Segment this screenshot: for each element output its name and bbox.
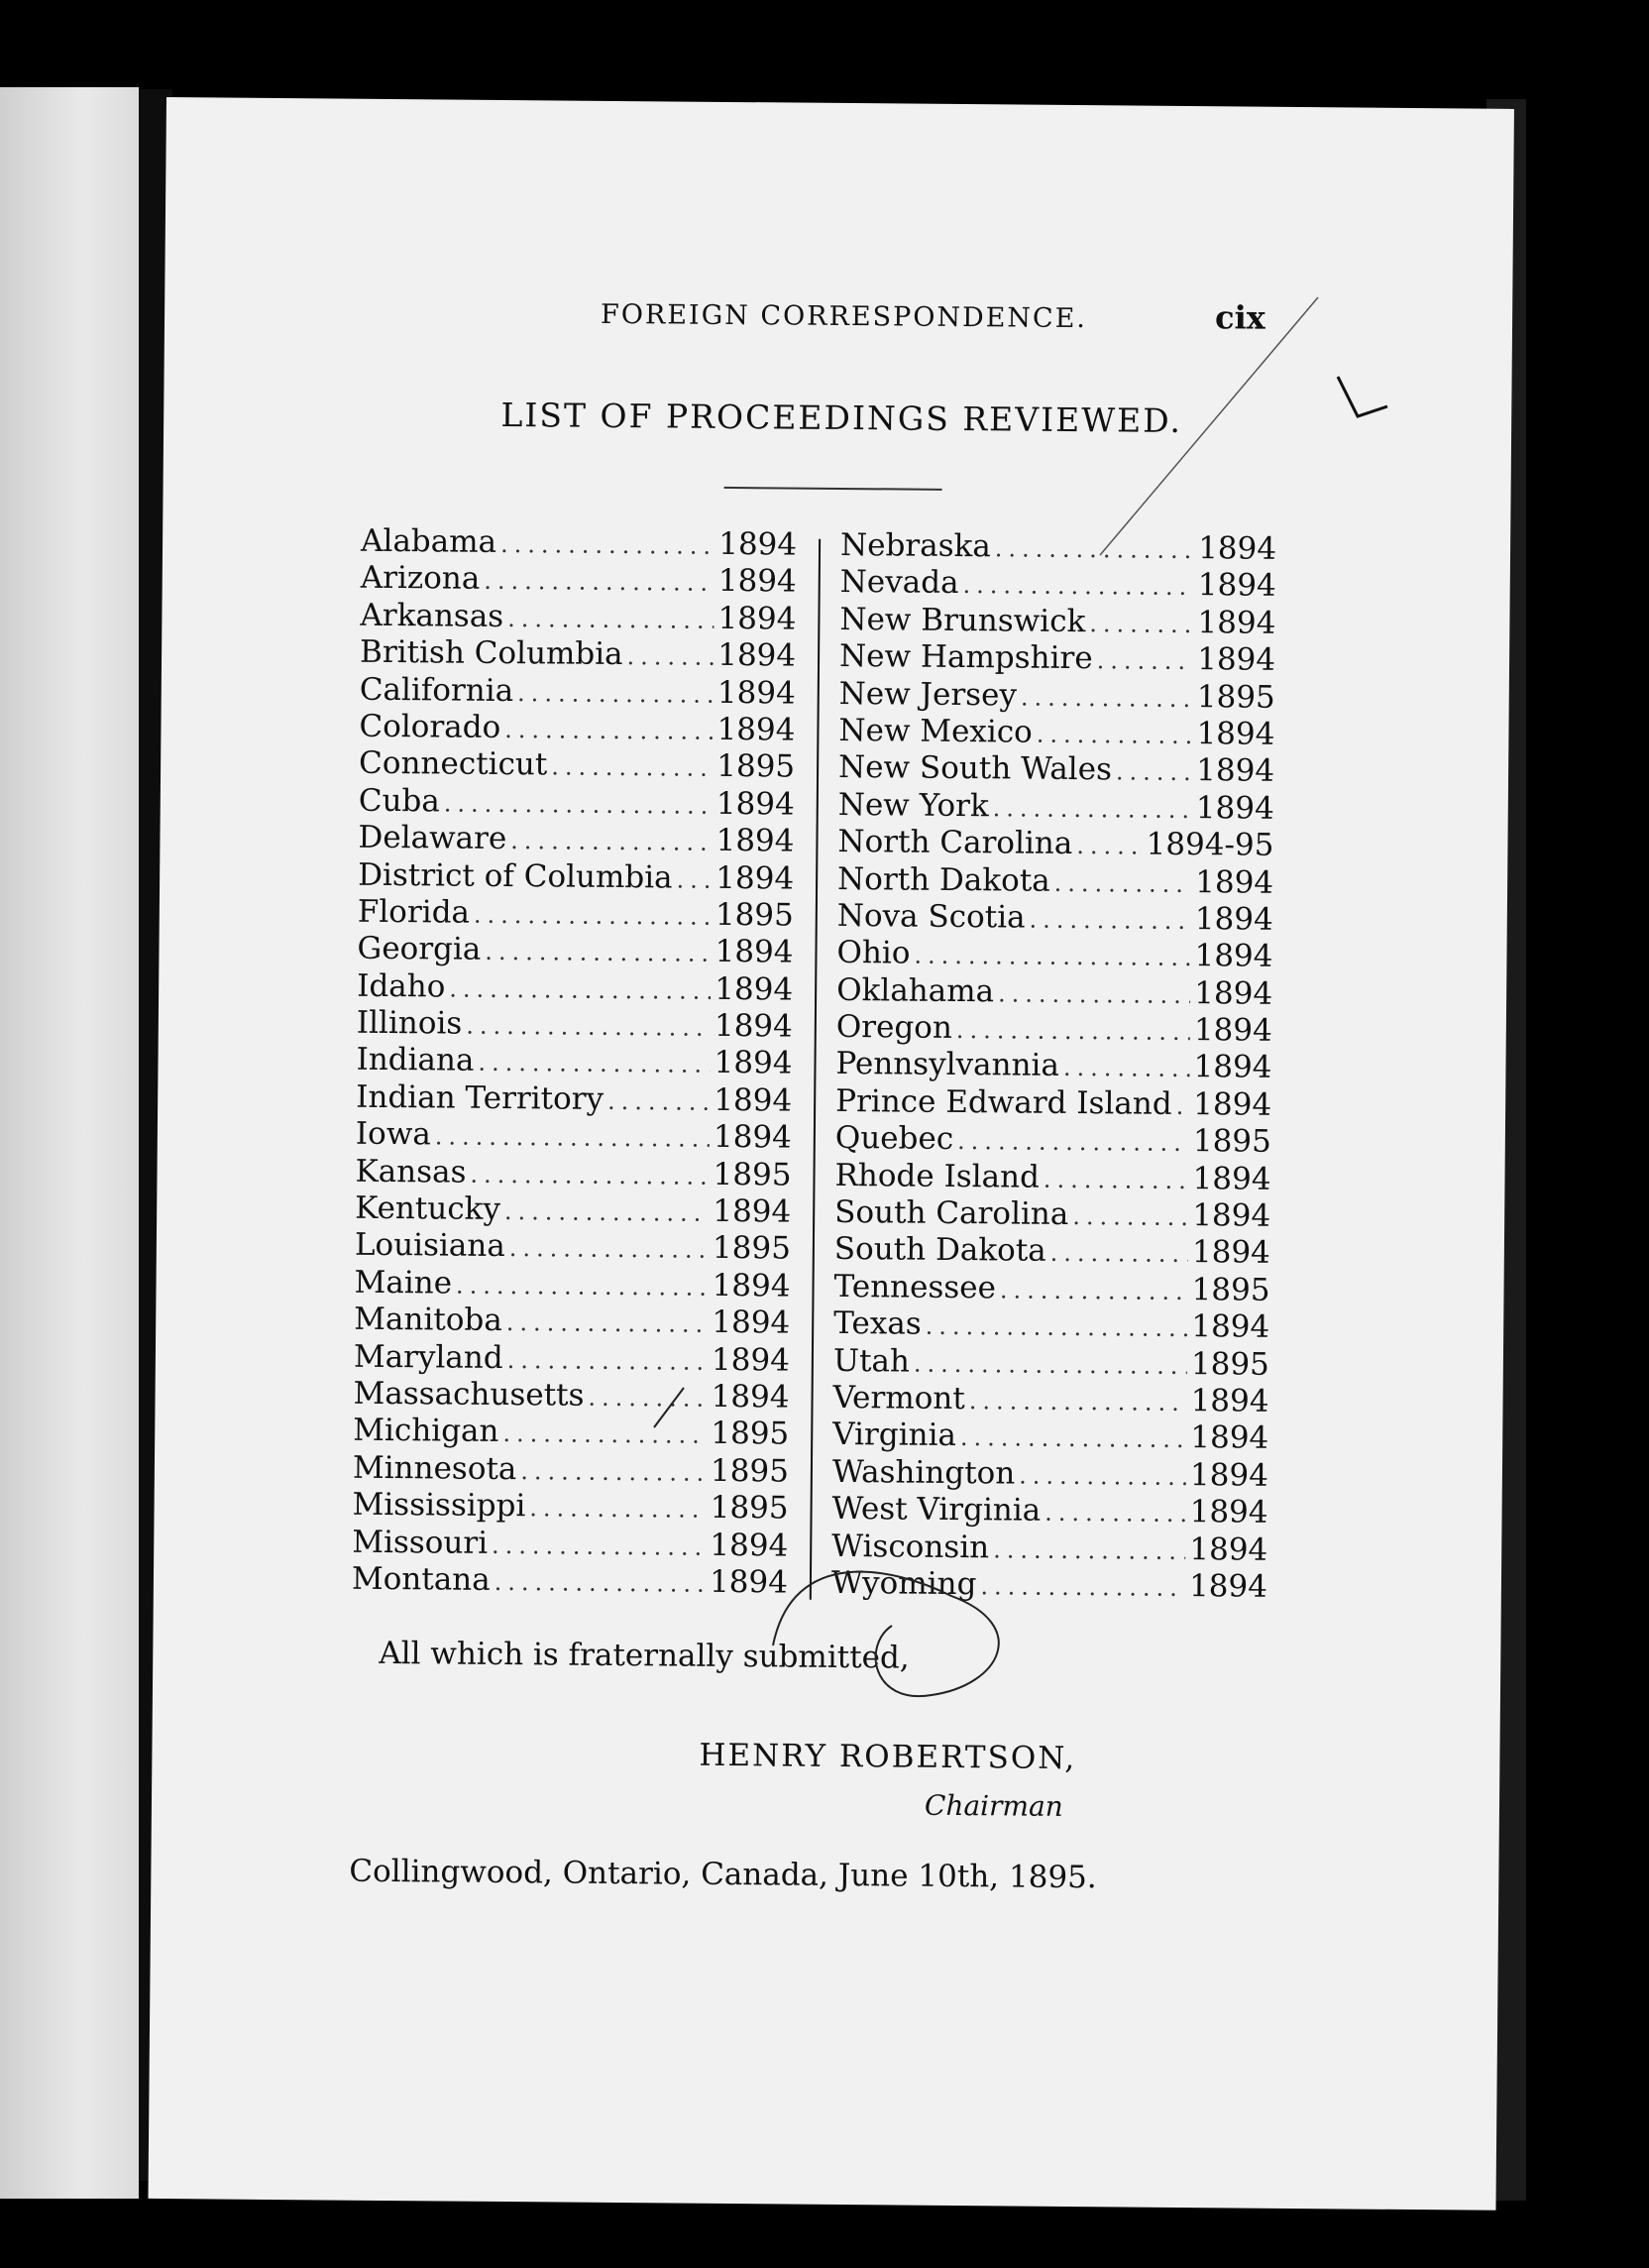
jurisdiction-name: Idaho	[357, 967, 446, 1005]
jurisdiction-name: Washington	[831, 1453, 1016, 1492]
title-rule	[724, 487, 942, 491]
signer-role: Chairman	[924, 1788, 1063, 1823]
jurisdiction-name: Montana	[351, 1560, 491, 1598]
jurisdiction-name: New Brunswick	[839, 601, 1086, 639]
proceedings-year: 1894	[717, 563, 797, 600]
proceedings-year: 1894	[1195, 789, 1274, 827]
dot-leader	[495, 1564, 707, 1603]
jurisdiction-name: Georgia	[357, 931, 482, 968]
dot-leader	[1019, 1457, 1186, 1496]
proceedings-year: 1894	[1193, 1085, 1272, 1123]
jurisdiction-name: Illinois	[356, 1004, 463, 1042]
list-item	[836, 935, 1272, 975]
dot-leader	[435, 1119, 710, 1159]
place-date: Collingwood, Ontario, Canada, June 10th, 1895.	[349, 1853, 1097, 1896]
running-title: FOREIGN CORRESPONDENCE.	[600, 298, 1088, 335]
list-item	[356, 1042, 792, 1082]
list-item	[359, 782, 795, 823]
dot-leader	[960, 1419, 1187, 1458]
dot-leader	[485, 934, 712, 972]
list-item	[831, 1565, 1267, 1606]
dot-leader	[914, 938, 1190, 977]
proceedings-year: 1894	[1192, 1197, 1271, 1234]
dot-leader	[1054, 864, 1192, 903]
dot-leader	[478, 1045, 711, 1083]
jurisdiction-name: North Dakota	[836, 860, 1050, 899]
list-item	[359, 709, 795, 749]
jurisdiction-name: Colorado	[359, 708, 501, 745]
right-column	[831, 527, 1276, 1606]
proceedings-year: 1894	[715, 970, 794, 1008]
dot-leader	[1072, 1198, 1188, 1236]
dot-leader	[980, 1568, 1185, 1607]
list-item	[359, 745, 795, 786]
dot-leader	[1044, 1495, 1186, 1533]
jurisdiction-name: Connecticut	[358, 745, 548, 783]
jurisdiction-name: District of Columbia	[358, 856, 673, 896]
jurisdiction-name: Ohio	[836, 935, 911, 971]
list-item	[360, 671, 796, 712]
left-column	[352, 523, 797, 1602]
jurisdiction-name: Maryland	[353, 1338, 503, 1376]
jurisdiction-name: Tennessee	[833, 1268, 997, 1306]
proceedings-year: 1894	[1191, 1308, 1270, 1345]
proceedings-year: 1895	[1191, 1271, 1270, 1308]
running-head	[600, 298, 1453, 337]
list-item	[836, 1009, 1272, 1050]
jurisdiction-name: Nevada	[839, 564, 959, 602]
dot-leader	[1021, 679, 1193, 718]
dot-leader	[502, 1416, 707, 1454]
proceedings-year: 1894	[1190, 1383, 1269, 1419]
dot-leader	[510, 823, 713, 861]
dot-leader	[962, 567, 1194, 606]
proceedings-year: 1895	[716, 748, 796, 785]
dot-leader	[1044, 1161, 1189, 1199]
dot-leader	[969, 1383, 1187, 1421]
list-item	[834, 1158, 1270, 1198]
jurisdiction-name: Pennsylvannia	[835, 1046, 1060, 1084]
dot-leader	[1175, 1088, 1189, 1126]
proceedings-year: 1895	[710, 1452, 790, 1490]
list-item	[839, 638, 1275, 679]
list-item	[354, 1265, 790, 1305]
jurisdiction-name: Indiana	[356, 1042, 475, 1079]
list-item	[353, 1376, 789, 1417]
jurisdiction-name: Massachusetts	[353, 1375, 585, 1414]
dot-leader	[1029, 902, 1191, 941]
proceedings-year: 1894	[1194, 974, 1273, 1012]
jurisdiction-name: Kansas	[355, 1153, 467, 1191]
list-title: LIST OF PROCEEDINGS REVIEWED.	[500, 395, 1183, 440]
jurisdiction-name: New Hampshire	[838, 638, 1093, 677]
list-item	[358, 856, 794, 897]
jurisdiction-name: North Carolina	[837, 824, 1073, 862]
jurisdiction-name: West Virginia	[831, 1491, 1042, 1529]
proceedings-year: 1894	[713, 1119, 793, 1156]
dot-leader	[492, 1527, 707, 1565]
list-item	[840, 564, 1276, 605]
list-item	[834, 1231, 1270, 1272]
proceedings-year: 1894	[711, 1341, 791, 1379]
proceedings-year: 1894	[1188, 1568, 1268, 1605]
jurisdiction-name: Minnesota	[352, 1449, 517, 1487]
list-item	[839, 676, 1275, 717]
proceedings-year: 1894	[710, 1527, 789, 1564]
dot-leader	[520, 1453, 707, 1492]
list-item	[837, 860, 1273, 901]
proceedings-year: 1894	[1197, 604, 1276, 641]
jurisdiction-name: Nova Scotia	[836, 897, 1026, 936]
jurisdiction-name: Wisconsin	[831, 1528, 990, 1565]
list-item	[838, 713, 1274, 753]
dot-leader	[506, 1342, 708, 1381]
proceedings-year: 1895	[715, 896, 794, 934]
proceedings-year: 1894	[1197, 567, 1276, 605]
list-item	[358, 820, 794, 860]
proceedings-year: 1894	[709, 1563, 789, 1601]
jurisdiction-name: Wyoming	[830, 1564, 977, 1603]
list-item	[360, 634, 796, 675]
proceedings-year: 1894	[718, 525, 798, 563]
proceedings-year: 1894	[1189, 1494, 1268, 1531]
jurisdiction-name: California	[359, 671, 514, 709]
proceedings-year: 1894	[715, 859, 795, 897]
proceedings-year: 1895	[710, 1489, 789, 1527]
dot-leader	[551, 749, 713, 788]
list-item	[355, 1227, 791, 1268]
jurisdiction-name: Missouri	[352, 1524, 489, 1561]
proceedings-year: 1895	[1196, 678, 1275, 716]
proceedings-year: 1894	[714, 1045, 793, 1082]
proceedings-year: 1894	[715, 785, 795, 823]
jurisdiction-name: Maine	[354, 1264, 453, 1302]
jurisdiction-name: Quebec	[834, 1120, 954, 1158]
column-divider	[810, 539, 821, 1600]
list-item	[354, 1338, 790, 1379]
dot-leader	[507, 601, 715, 639]
list-item	[839, 602, 1275, 642]
list-item	[837, 898, 1273, 939]
list-item	[356, 1079, 792, 1120]
proceedings-year: 1894	[712, 1267, 791, 1304]
jurisdiction-name: Utah	[832, 1342, 911, 1380]
jurisdiction-name: New South Wales	[837, 749, 1113, 788]
list-item	[358, 894, 794, 935]
jurisdiction-name: Iowa	[355, 1115, 431, 1153]
proceedings-year: 1894	[1189, 1531, 1268, 1568]
proceedings-year: 1895	[712, 1230, 792, 1267]
proceedings-year: 1894	[1196, 752, 1275, 790]
dot-leader	[504, 1193, 710, 1232]
signer-name: HENRY ROBERTSON,	[699, 1737, 1077, 1777]
list-item	[361, 523, 797, 564]
dot-leader	[504, 712, 714, 750]
proceedings-year: 1894	[1197, 641, 1276, 678]
proceedings-year: 1894	[715, 822, 795, 859]
dot-leader	[1089, 606, 1194, 643]
jurisdiction-name: Louisiana	[354, 1227, 505, 1265]
jurisdiction-name: New Jersey	[838, 675, 1018, 714]
list-item	[831, 1491, 1267, 1531]
jurisdiction-name: Vermont	[832, 1379, 965, 1418]
proceedings-year: 1894	[1190, 1419, 1269, 1457]
list-item	[355, 1191, 791, 1231]
proceedings-year: 1894	[1193, 1049, 1272, 1086]
jurisdiction-name: Rhode Island	[834, 1157, 1041, 1195]
list-item	[357, 931, 793, 971]
page-number: cix	[1214, 298, 1265, 337]
list-item	[835, 1120, 1271, 1161]
jurisdiction-name: Nebraska	[839, 526, 992, 565]
dot-leader	[993, 1531, 1185, 1570]
list-item	[837, 824, 1273, 864]
list-item	[840, 527, 1276, 568]
list-item	[835, 1083, 1271, 1124]
dot-leader	[466, 1008, 711, 1048]
dot-leader	[1096, 642, 1193, 680]
dot-leader	[956, 1012, 1190, 1051]
proceedings-year: 1895	[1190, 1345, 1270, 1383]
jurisdiction-name: Virginia	[832, 1417, 957, 1454]
proceedings-year: 1895	[1192, 1123, 1272, 1161]
proceedings-year: 1894	[715, 934, 794, 970]
list-item	[833, 1269, 1269, 1309]
proceedings-year: 1894	[711, 1378, 790, 1416]
proceedings-year: 1894	[1194, 900, 1273, 938]
proceedings-year: 1894	[1191, 1234, 1271, 1272]
document-page	[148, 97, 1513, 2211]
list-item	[352, 1487, 788, 1528]
list-item	[833, 1343, 1269, 1384]
jurisdiction-name: Florida	[357, 893, 471, 931]
dot-leader	[474, 897, 712, 936]
jurisdiction-name: New Mexico	[838, 712, 1033, 750]
dot-leader	[509, 1230, 710, 1269]
jurisdiction-name: Indian Territory	[356, 1078, 605, 1117]
jurisdiction-name: South Dakota	[833, 1231, 1046, 1270]
list-item	[838, 787, 1274, 828]
dot-leader	[914, 1345, 1187, 1385]
list-item	[354, 1302, 790, 1342]
jurisdiction-name: South Carolina	[834, 1193, 1069, 1233]
jurisdiction-name: Texas	[833, 1305, 922, 1342]
jurisdiction-name: Delaware	[358, 819, 507, 857]
jurisdiction-name: New York	[837, 786, 989, 825]
list-item	[836, 972, 1272, 1013]
proceedings-year: 1895	[713, 1156, 792, 1193]
list-item	[353, 1413, 789, 1453]
dot-leader	[1076, 828, 1143, 865]
proceedings-year: 1894	[712, 1304, 791, 1341]
proceedings-year: 1894	[1192, 1160, 1271, 1197]
closing-text: All which is fraternally submitted,	[379, 1635, 910, 1676]
proceedings-year: 1894	[717, 600, 797, 637]
dot-leader	[456, 1267, 709, 1306]
list-item	[838, 749, 1274, 790]
proceedings-year: 1894	[1196, 716, 1275, 752]
jurisdiction-name: British Columbia	[359, 633, 623, 673]
dot-leader	[993, 790, 1193, 829]
list-item	[835, 1046, 1271, 1086]
jurisdiction-name: Michigan	[353, 1413, 499, 1450]
dot-leader	[449, 970, 711, 1010]
proceedings-year: 1895	[711, 1416, 790, 1452]
list-item	[832, 1380, 1268, 1420]
proceedings-year: 1894	[1198, 530, 1277, 567]
list-item	[356, 1116, 792, 1157]
list-item	[834, 1194, 1270, 1235]
dot-leader	[470, 1156, 710, 1195]
jurisdiction-name: Arizona	[360, 560, 481, 598]
proceedings-year: 1894	[716, 711, 796, 748]
proceedings-year: 1894-95	[1146, 826, 1274, 863]
proceedings-year: 1894	[1194, 938, 1273, 975]
dot-leader	[1063, 1050, 1190, 1088]
proceedings-year: 1894	[717, 637, 797, 674]
dot-leader	[998, 975, 1190, 1014]
proceedings-year: 1894	[713, 1192, 792, 1230]
proceedings-year: 1894	[716, 674, 796, 712]
list-item	[832, 1454, 1268, 1495]
dot-leader	[607, 1083, 711, 1121]
dot-leader	[926, 1308, 1188, 1348]
jurisdiction-name: Alabama	[360, 522, 497, 560]
dot-leader	[506, 1304, 709, 1343]
proceedings-year: 1894	[1193, 1012, 1272, 1049]
list-item	[352, 1524, 788, 1564]
proceedings-year: 1894	[714, 1007, 793, 1045]
dot-leader	[626, 638, 714, 676]
jurisdiction-name: Prince Edward Island	[835, 1082, 1172, 1122]
jurisdiction-name: Cuba	[358, 782, 440, 820]
dot-leader	[995, 530, 1195, 569]
jurisdiction-name: Kentucky	[355, 1190, 501, 1228]
dot-leader	[1050, 1235, 1189, 1274]
list-item	[355, 1153, 791, 1193]
list-item	[352, 1561, 788, 1602]
list-item	[357, 967, 793, 1008]
list-item	[831, 1528, 1267, 1568]
dot-leader	[500, 526, 715, 565]
jurisdiction-name: Mississippi	[352, 1486, 526, 1525]
dot-leader	[517, 675, 714, 714]
proceedings-year: 1894	[714, 1081, 793, 1119]
proceedings-year: 1894	[1195, 863, 1274, 901]
jurisdiction-name: Manitoba	[354, 1301, 502, 1339]
dot-leader	[484, 563, 715, 602]
dot-leader	[444, 785, 713, 825]
list-item	[833, 1305, 1269, 1346]
jurisdiction-name: Arkansas	[360, 597, 504, 634]
dot-leader	[588, 1380, 708, 1418]
dot-leader	[1000, 1272, 1188, 1310]
list-item	[357, 1005, 793, 1046]
list-item	[353, 1449, 789, 1490]
dot-leader	[1037, 717, 1193, 755]
proceedings-year: 1894	[1189, 1456, 1269, 1494]
list-item	[832, 1417, 1268, 1457]
dot-leader	[676, 861, 712, 899]
dot-leader	[1116, 754, 1193, 792]
jurisdiction-name: Oklahama	[836, 971, 995, 1010]
facing-page-edge	[0, 87, 139, 2199]
dot-leader	[529, 1490, 707, 1529]
list-item	[361, 560, 797, 601]
jurisdiction-name: Oregon	[835, 1009, 953, 1047]
list-item	[360, 598, 796, 638]
dot-leader	[957, 1123, 1189, 1162]
